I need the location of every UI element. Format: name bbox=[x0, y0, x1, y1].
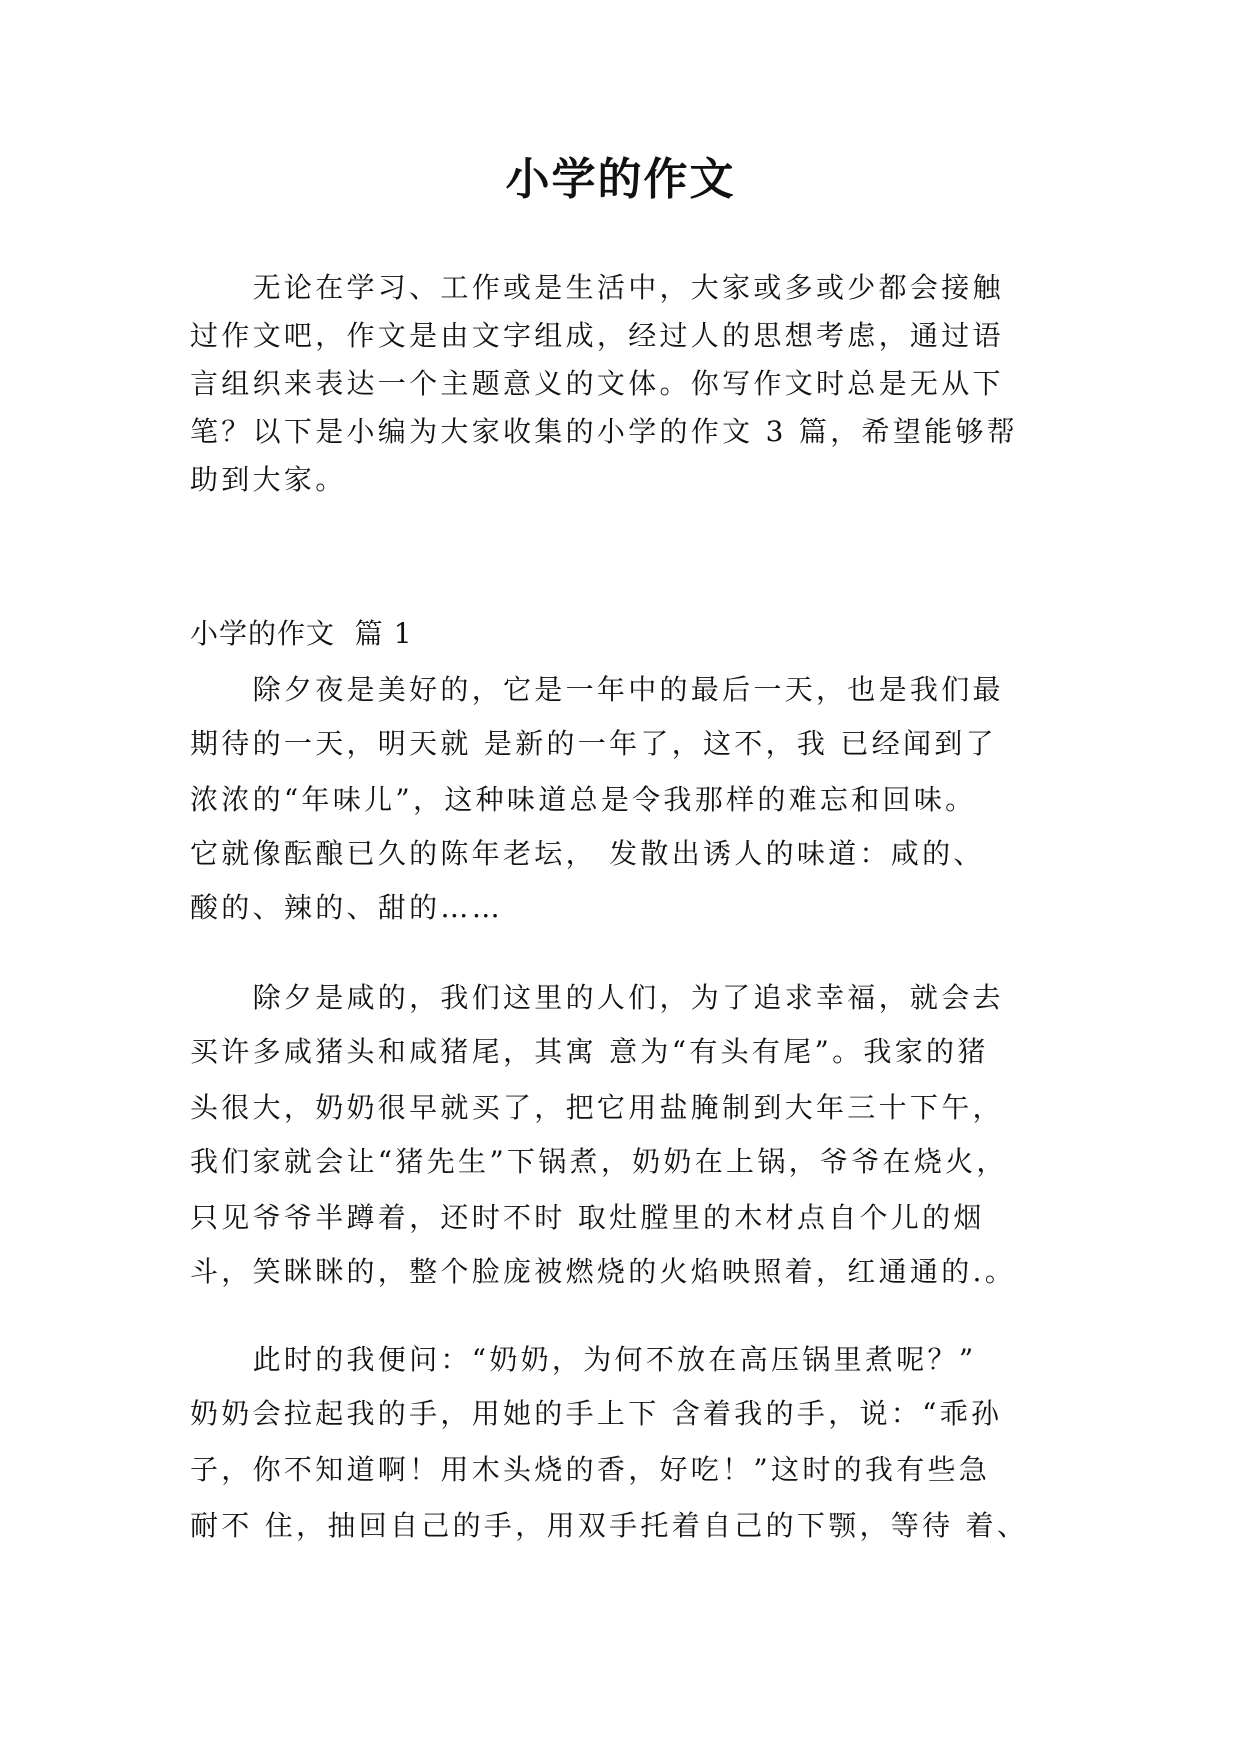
body-line: 只见爷爷半蹲着，还时不时 取灶膛里的木材点自个儿的烟 bbox=[190, 1201, 985, 1234]
body-line: 斗，笑眯眯的，整个脸庞被燃烧的火焰映照着，红通通的.。 bbox=[190, 1255, 1017, 1288]
intro-line: 过作文吧，作文是由文字组成，经过人的思想考虑，通过语 bbox=[190, 319, 1004, 352]
body-line: 浓浓的“年味儿”，这种味道总是令我那样的难忘和回味。 bbox=[190, 783, 977, 816]
body-line: 头很大，奶奶很早就买了，把它用盐腌制到大年三十下午， bbox=[190, 1091, 1004, 1124]
body-line: 奶奶会拉起我的手，用她的手上下 含着我的手，说：“乖孙 bbox=[190, 1397, 1003, 1430]
intro-line: 笔？以下是小编为大家收集的小学的作文 3 篇，希望能够帮 bbox=[190, 415, 1019, 448]
body-line: 子，你不知道啊！用木头烧的香，好吃！”这时的我有些急 bbox=[190, 1453, 991, 1486]
body-line: 我们家就会让“猪先生”下锅煮，奶奶在上锅，爷爷在烧火， bbox=[190, 1145, 1008, 1178]
intro-line: 无论在学习、工作或是生活中，大家或多或少都会接触 bbox=[190, 271, 1004, 304]
body-line: 除夕夜是美好的，它是一年中的最后一天，也是我们最 bbox=[190, 673, 1004, 706]
intro-line: 助到大家。 bbox=[190, 463, 347, 496]
body-line: 它就像酝酿已久的陈年老坛， 发散出诱人的味道：咸的、 bbox=[190, 837, 985, 870]
body-line: 酸的、辣的、甜的…… bbox=[190, 891, 504, 924]
body-line: 期待的一天，明天就 是新的一年了，这不，我 已经闻到了 bbox=[190, 727, 997, 760]
section-heading: 小学的作文 篇 1 bbox=[190, 617, 413, 650]
body-line: 买许多咸猪头和咸猪尾，其寓 意为“有头有尾”。我家的猪 bbox=[190, 1035, 989, 1068]
page-title: 小学的作文 bbox=[505, 154, 736, 205]
intro-line: 言组织来表达一个主题意义的文体。你写作文时总是无从下 bbox=[190, 367, 1004, 400]
body-line: 耐不 住，抽回自己的手，用双手托着自己的下颚，等待 着、 bbox=[190, 1509, 1029, 1542]
body-line: 此时的我便问：“奶奶，为何不放在高压锅里煮呢？” bbox=[190, 1343, 977, 1376]
body-line: 除夕是咸的，我们这里的人们，为了追求幸福，就会去 bbox=[190, 981, 1004, 1014]
